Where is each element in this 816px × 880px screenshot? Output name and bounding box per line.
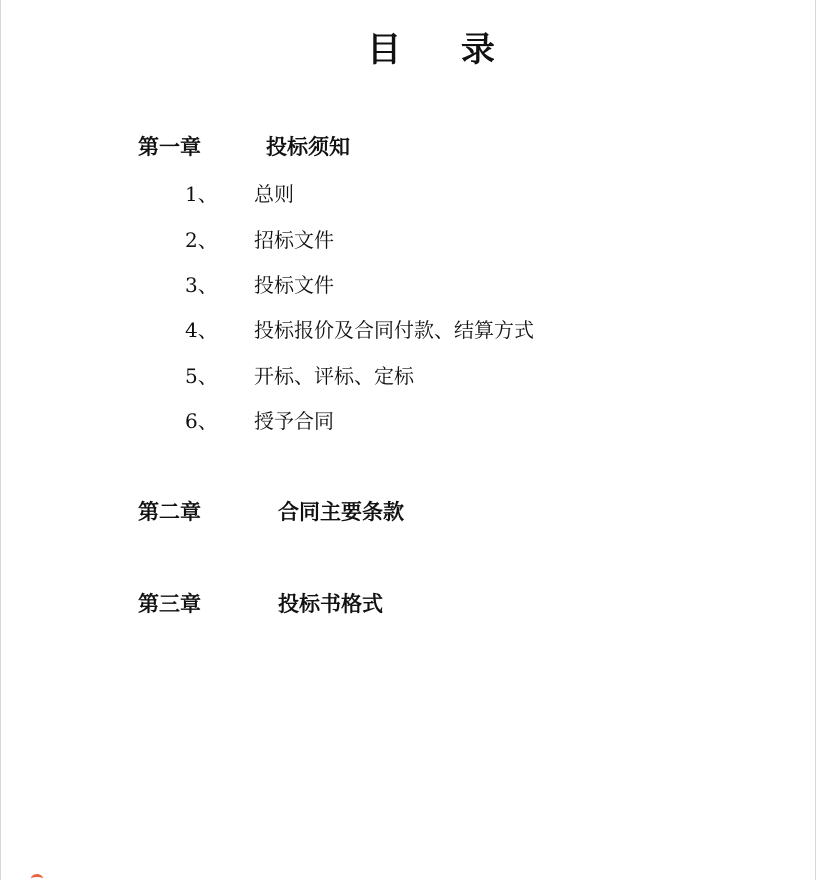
toc-item-text: 开标、评标、定标 — [254, 364, 414, 388]
toc-title: 目 录 — [367, 30, 519, 70]
chapter-2-label: 第二章 — [138, 500, 201, 524]
toc-item-number: 5、 — [185, 364, 218, 388]
chapter-1-label: 第一章 — [138, 135, 201, 159]
toc-item-1 — [185, 178, 294, 207]
toc-item-text: 投标报价及合同付款、结算方式 — [254, 318, 534, 342]
chapter-3-label: 第三章 — [138, 592, 201, 616]
toc-item-6 — [185, 405, 334, 434]
toc-item-3 — [185, 269, 334, 298]
toc-item-number: 3、 — [185, 273, 218, 297]
chapter-1-heading — [138, 131, 350, 161]
toc-item-number: 2、 — [185, 228, 218, 252]
toc-item-text: 总则 — [254, 182, 294, 206]
toc-item-number: 1、 — [185, 182, 218, 206]
toc-item-5 — [185, 360, 414, 389]
chapter-3-heading — [138, 588, 383, 618]
toc-item-text: 招标文件 — [254, 228, 334, 252]
chapter-3-name: 投标书格式 — [278, 592, 383, 616]
chapter-2-heading — [138, 496, 404, 526]
chapter-2-name: 合同主要条款 — [278, 500, 404, 524]
chapter-1-name: 投标须知 — [266, 135, 350, 159]
toc-item-text: 授予合同 — [254, 409, 334, 433]
toc-item-number: 4、 — [185, 318, 218, 342]
toc-item-4 — [185, 314, 534, 343]
toc-item-text: 投标文件 — [254, 273, 334, 297]
toc-item-number: 6、 — [185, 409, 218, 433]
toc-item-2 — [185, 224, 334, 253]
page-corner-mark — [31, 874, 43, 880]
